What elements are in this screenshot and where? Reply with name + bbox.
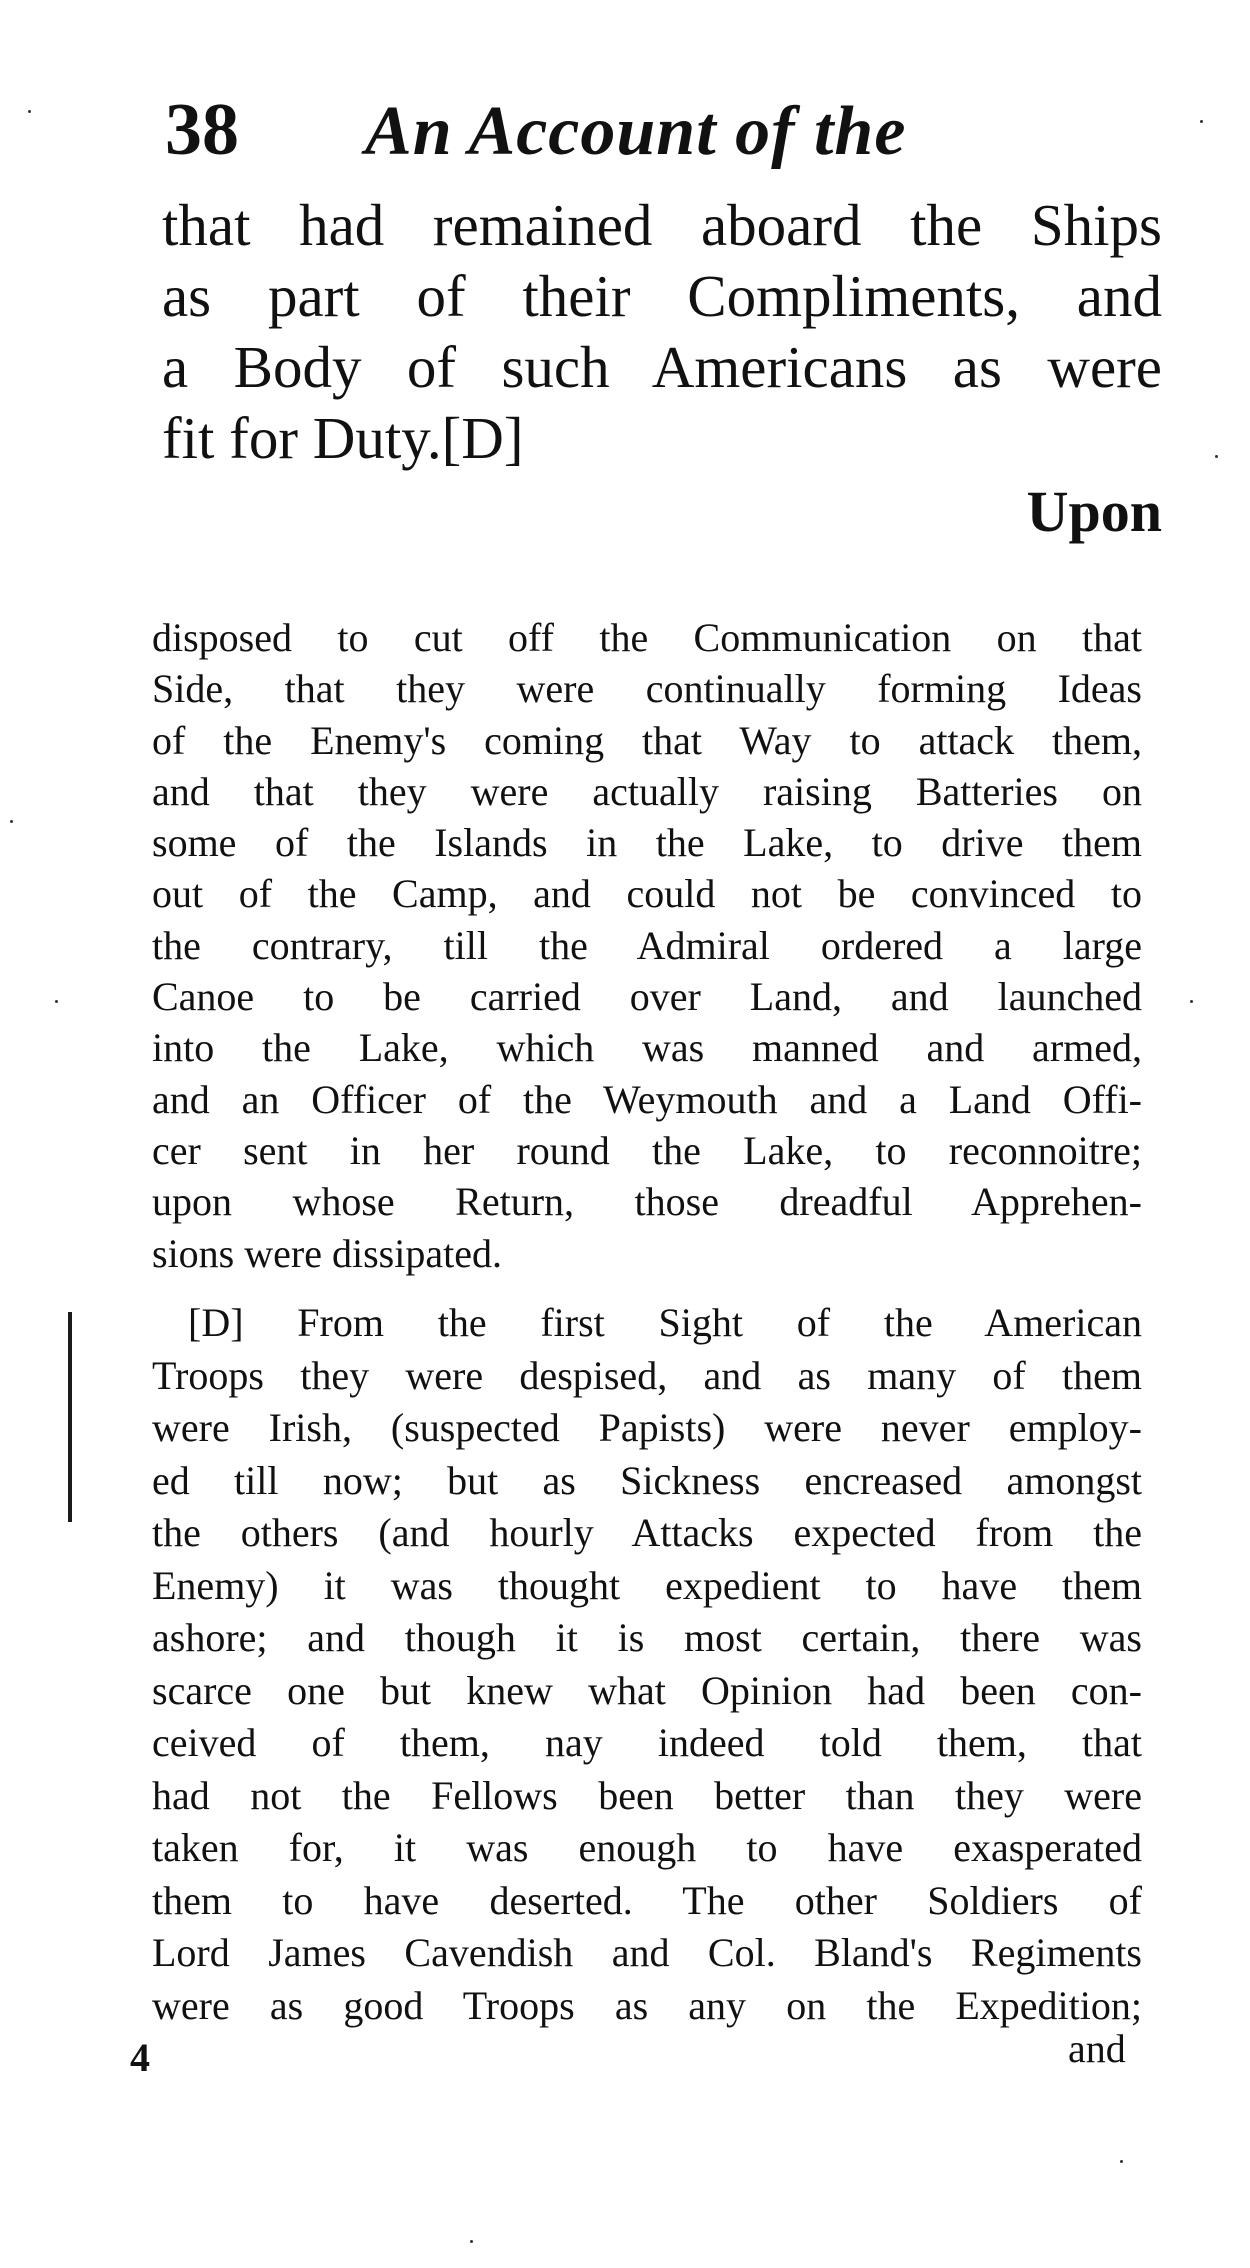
footnote-line: Troops they were despised, and as many of them bbox=[152, 1352, 1142, 1398]
running-title: An Account of the bbox=[365, 93, 907, 170]
body-line: some of the Islands in the Lake, to drive them bbox=[152, 820, 1142, 866]
footnote-line: ed till now; but as Sickness encreased amongst bbox=[152, 1457, 1142, 1503]
footnote-line: were Irish, (suspected Papists) were never employ- bbox=[152, 1405, 1142, 1450]
footnote-line: [D] From the first Sight of the American bbox=[188, 1300, 1142, 1345]
footnote-line: Lord James Cavendish and Col. Bland's Regiments bbox=[152, 1930, 1142, 1975]
body-line: into the Lake, which was manned and armed, bbox=[152, 1025, 1142, 1071]
upper-line: fit for Duty.[D] bbox=[162, 405, 524, 471]
signature-mark: 4 bbox=[130, 2035, 150, 2080]
body-line: the contrary, till the Admiral ordered a large bbox=[152, 922, 1142, 968]
body-line: cer sent in her round the Lake, to reconnoitre; bbox=[152, 1127, 1142, 1173]
ink-speck bbox=[1120, 2160, 1123, 2163]
body-line: and that they were actually raising Batteries on bbox=[152, 768, 1142, 814]
body-line: Side, that they were continually forming Ideas bbox=[152, 666, 1142, 712]
body-line: upon whose Return, those dreadful Apprehen- bbox=[152, 1179, 1142, 1225]
footnote-line: ashore; and though it is most certain, there was bbox=[152, 1615, 1142, 1660]
upper-line: a Body of such Americans as were bbox=[162, 334, 1162, 400]
footnote bbox=[152, 1297, 1142, 2032]
upper-line: as part of their Compliments, and bbox=[162, 263, 1162, 329]
footnote-line: were as good Troops as any on the Expedition; bbox=[152, 1982, 1142, 2028]
body-line: of the Enemy's coming that Way to attack them, bbox=[152, 717, 1142, 763]
ink-speck bbox=[470, 2240, 473, 2243]
body-line: disposed to cut off the Communication on that bbox=[152, 615, 1142, 660]
footnote-line: ceived of them, nay indeed told them, that bbox=[152, 1720, 1142, 1765]
footnote-line: taken for, it was enough to have exasperated bbox=[152, 1825, 1142, 1870]
ink-speck bbox=[1190, 1000, 1193, 1003]
page-number: 38 bbox=[165, 89, 239, 171]
upper-passage bbox=[162, 190, 1162, 474]
footnote-line: the others (and hourly Attacks expected from the bbox=[152, 1510, 1142, 1555]
upper-line: that had remained aboard the Ships bbox=[162, 192, 1162, 258]
footnote-line: Enemy) it was thought expedient to have them bbox=[152, 1562, 1142, 1608]
ink-speck bbox=[1200, 120, 1203, 123]
margin-rule bbox=[68, 1312, 72, 1522]
running-head bbox=[165, 88, 1165, 178]
body-line: sions were dissipated. bbox=[152, 1230, 502, 1276]
footnote-line: them to have deserted. The other Soldiers of bbox=[152, 1877, 1142, 1923]
ink-speck bbox=[55, 1000, 58, 1003]
bottom-catchword: and bbox=[1068, 2026, 1126, 2071]
catchword: Upon bbox=[1026, 479, 1162, 544]
ink-speck bbox=[28, 110, 31, 113]
ink-speck bbox=[10, 820, 13, 823]
body-line: and an Officer of the Weymouth and a Land Offi- bbox=[152, 1076, 1142, 1122]
ink-speck bbox=[1215, 455, 1218, 458]
body-text bbox=[152, 612, 1142, 1279]
body-line: Canoe to be carried over Land, and launched bbox=[152, 974, 1142, 1020]
body-line: out of the Camp, and could not be convinced to bbox=[152, 871, 1142, 917]
footnote-line: scarce one but knew what Opinion had been con- bbox=[152, 1667, 1142, 1713]
footnote-line: had not the Fellows been better than they were bbox=[152, 1772, 1142, 1818]
catchword-row bbox=[162, 478, 1162, 548]
